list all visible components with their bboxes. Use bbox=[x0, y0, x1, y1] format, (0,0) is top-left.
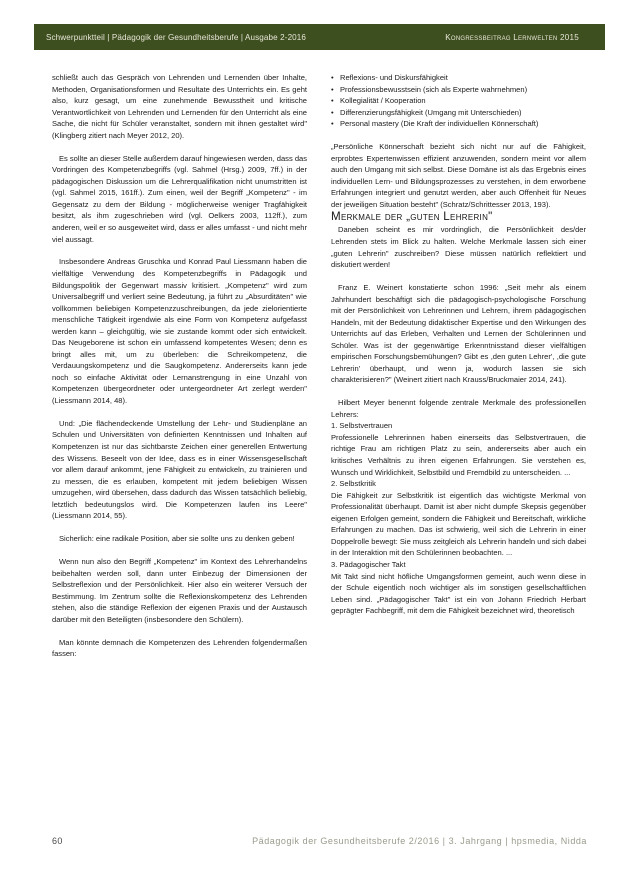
subsection-title: 3. Pädagogischer Takt bbox=[331, 559, 406, 569]
subsection-body: Mit Takt sind nicht höfliche Umgangsformen gemeint, auch wenn diese in der Schule eigentlich noch wichtiger als im sonstigen gesellschaftlichen Leben sind. „Pädagogischer Takt" ist ein von Johann Friedrich Herbart geprägter Fachbegriff, mit dem die Fähigkeit bezeichnet wird, theoretisch bbox=[331, 571, 586, 616]
list-item bbox=[331, 107, 586, 119]
paragraph: Man könnte demnach die Kompetenzen des Lehrenden folgendermaßen fassen: bbox=[52, 637, 307, 659]
paragraph-continued: schließt auch das Gespräch von Lehrenden und Lernenden über Inhalte, Methoden, Organisationsformen und Resultate des Unterrichts ein. Es geht also, kurz gesagt, um eine zunehmende Bewusstheit und kritische Verantwortlichkeit von Lehrenden und Lernenden für den Unterricht als eine Sache, die nicht für Schüler veranstaltet, sondern mit ihnen gestaltet wird" (Klingberg zitiert nach Meyer 2012, 20). bbox=[52, 73, 307, 140]
paragraph: Und: „Die flächendeckende Umstellung der Lehr- und Studienpläne an Schulen und Universitäten von definierten Kenntnissen und Inhalten auf Kompetenzen ist nur das sichtbarste Zeichen einer generellen Entwertung des Wissens. Beseelt von der Idee, dass es in einer Wissensgesellschaft vor allem darauf ankommt, jene Fähigkeit zu entwickeln, zu trainieren und zu messen, die es erlauben, kompetent mit jedem beliebigen Wissen umzugehen, wird übersehen, dass dadurch das Wissen tatsächlich beliebig, letztlich bedeutungslos wird. Die Kompetenzen laufen ins Leere" (Liessmann 2014, 55). bbox=[52, 418, 307, 521]
list-item bbox=[331, 72, 586, 84]
list-item-label: Professionsbewusstsein (sich als Experte wahrnehmen) bbox=[340, 84, 528, 94]
footer-citation: Pädagogik der Gesundheitsberufe 2/2016 | 3. Jahrgang | hpsmedia, Nidda bbox=[252, 836, 587, 846]
list-item-label: Differenzierungsfähigkeit (Umgang mit Unterschieden) bbox=[340, 107, 522, 117]
paragraph: Wenn nun also den Begriff „Kompetenz" im Kontext des Lehrerhandelns beibehalten werden soll, dann unter Einbezug der Dimensionen der Selbstreflexion und der Persönlichkeit. Hier also ein weiterer Versuch der Bestimmung. Im Zentrum sollte die Reflexionskompetenz des Lehrenden stehen, also die ständige Reflexion der eigenen Praxis und der Austausch darüber mit den Beteiligten (insbesondere den Schülern). bbox=[52, 557, 307, 624]
paragraph: Sicherlich: eine radikale Position, aber sie sollte uns zu denken geben! bbox=[59, 534, 295, 544]
header-right-text: Kongressbeitrag Lernwelten 2015 bbox=[445, 32, 579, 42]
list-item bbox=[331, 95, 586, 107]
paragraph: Daneben scheint es mir vordringlich, die Persönlichkeit des/der Lehrenden stets im Blick zu halten. Welche Merkmale lassen sich einer „guten Lehrerin" zuschreiben? Diese müssen natürlich reflektiert und diskutiert werden! bbox=[331, 225, 586, 270]
paragraph: Hilbert Meyer benennt folgende zentrale Merkmale des professionellen Lehrers: bbox=[331, 398, 586, 419]
running-header bbox=[34, 24, 605, 50]
paragraph: Franz E. Weinert konstatierte schon 1996: „Seit mehr als einem Jahrhundert beschäftigt sich die pädagogisch-psychologische Forschung mit der Persönlichkeit von Lehrerinnen und Lehrern, ihrem pädagogischen Handeln, mit der Bedeutung didaktischer Expertise und den Wirkungen des Unterrichts auf das Erleben, Verhalten und Lernen der Schülerinnen und Schüler. Was ist der gegenwärtige Erkenntnisstand dieser vielfältigen empirischen Forschungsbemühungen? Gibt es ,den guten Lehrer', ,die gute Lehrerin' überhaupt, und wenn ja, wodurch lassen sie sich charakterisieren?" (Weinert zitiert nach Krauss/Bruckmaier 2014, 241). bbox=[331, 282, 586, 385]
competence-bullet-list bbox=[331, 72, 586, 130]
list-item bbox=[331, 84, 586, 96]
header-left-text: Schwerpunktteil | Pädagogik der Gesundheitsberufe | Ausgabe 2-2016 bbox=[46, 32, 307, 42]
page-number: 60 bbox=[52, 836, 63, 846]
paragraph: Insbesondere Andreas Gruschka und Konrad Paul Liessmann haben die vielfältige Verwendung des Kompetenzbegriffs in Pädagogik und Bildungspolitik der Gegenwart massiv kritisiert. „Kompetenz" wird zum Universalbegriff und verliert seine Bedeutung, ja führt zu „Absurditäten" wie vollkommen beliebigen Kompetenzzuschreibungen, da jede zielorientierte menschliche Tätigkeit irgendwie als eine Form von Kompetenz aufgefasst werden kann – gleichgültig, wie sie zustande kommt oder sich entwickelt. Das Neugeborene ist schon ein umfassend kompetentes Wesen; denn es bringt alles mit, um zu überleben: die Schreikompetenz, die Verdauungskompetenz und die Saugkompetenz. Andererseits kann jede noch so einfache Aktivität oder Lernanstrengung in eine Unzahl von Kompetenzen übergeordneter oder untergeordneter Art zerlegt werden" (Liessmann 2014, 48). bbox=[52, 257, 307, 405]
quote-paragraph: „Persönliche Könnerschaft bezieht sich nicht nur auf die Fähigkeit, erprobtes Expertenwissen effizient anzuwenden, sondern meint vor allem auch den Umgang mit sich selbst. Diese Domäne ist als das Ergebnis eines individuellen Lern- und Bildungsprozesses zu verstehen, in dem erworbene Erfahrungen integriert und genutzt werden, aber auch Offenheit für Neues der jeweiligen Situation besteht" (Schratz/Schrittesser 2013, 193). bbox=[331, 142, 586, 209]
list-item-label: Personal mastery (Die Kraft der individuellen Könnerschaft) bbox=[340, 119, 539, 129]
subsection-body: Die Fähigkeit zur Selbstkritik ist eigentlich das wichtigste Merkmal von Professionalität überhaupt. Damit ist aber nicht dumpfe Skepsis gegenüber eigenen Erfolgen gemeint, sondern die Fähigkeit und Bereitschaft, wirkliche Erfahrungen zu machen. Das ist schwierig, weil sich die Lehrerin in einer Doppelrolle bewegt: Sie muss zeitgleich als Lehrerin handeln und sich dabei in der Interaktion mit den Schülerinnen beobachten. ... bbox=[331, 490, 586, 558]
list-item bbox=[331, 118, 586, 130]
left-column bbox=[52, 72, 307, 817]
paragraph: Es sollte an dieser Stelle außerdem darauf hingewiesen werden, dass das Vordringen des Kompetenzbegriffs (vgl. Sahmel (Hrsg.) 2009, 7ff.) in der pädagogischen Diskussion um die Lehrerqualifikation nicht unumstritten ist (vgl. Sahmel 2015, 161ff.). Zum einen, weil der Begriff „Kompetenz" - im Gegensatz zu dem der Bildung - möglicherweise weniger Tragfähigkeit besitzt, als ihm zugeschrieben wird (vgl. Oelkers 2003, 112ff.), zum anderen, weil er so ausgeweitet wird, dass er alles umfasst - und nicht mehr viel aussagt. bbox=[52, 153, 307, 244]
page-footer bbox=[52, 836, 587, 846]
subsection-body: Professionelle Lehrerinnen haben einerseits das Selbstvertrauen, die richtige Frau am richtigen Platz zu sein, andererseits aber auch ein kritisches Verhältnis zu ihren eigenen Erfahrungen. Sie verstehen es, Wunsch und Wirklichkeit, Selbstbild und Fremdbild zu unterscheiden. ... bbox=[331, 432, 586, 477]
body-columns bbox=[52, 72, 587, 817]
subsection-title: 2. Selbstkritik bbox=[331, 479, 376, 489]
section-heading: Merkmale der „guten Lehrerin" bbox=[331, 210, 493, 224]
subsection-title: 1. Selbstvertrauen bbox=[331, 421, 393, 431]
list-item-label: Kollegialität / Kooperation bbox=[340, 96, 426, 106]
right-column bbox=[331, 72, 586, 817]
list-item-label: Reflexions- und Diskursfähigkeit bbox=[340, 73, 448, 82]
